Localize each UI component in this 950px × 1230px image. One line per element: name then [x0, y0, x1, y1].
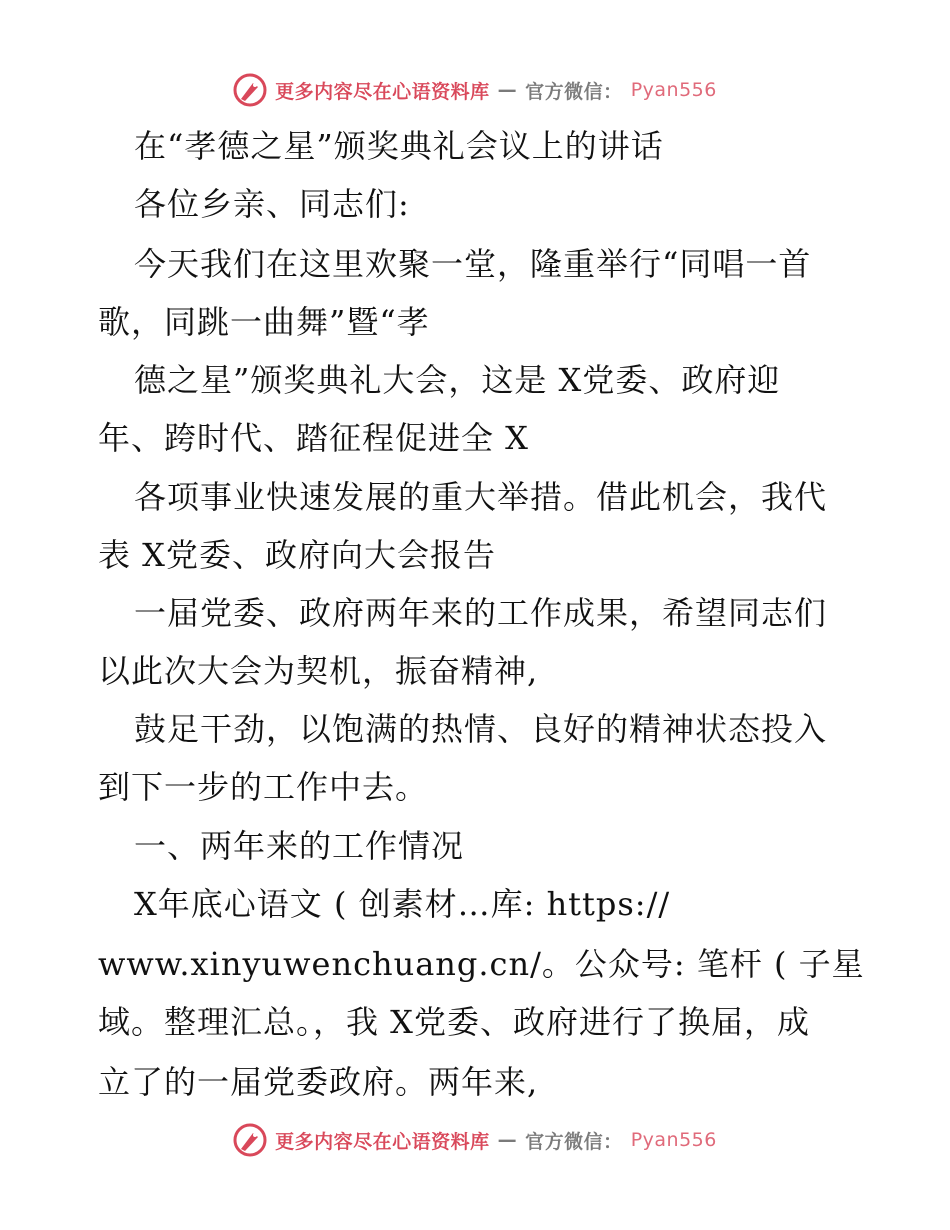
salutation: 各位乡亲、同志们: — [134, 185, 410, 223]
paragraph-line: 鼓足干劲，以饱满的热情、良好的精神状态投入 — [134, 710, 828, 748]
paragraph-line: 年、跨时代、踏征程促进全 X — [98, 419, 529, 457]
watermark-wechat-id: Pyan556 — [630, 1129, 717, 1151]
paragraph-line: 到下一步的工作中去。 — [98, 768, 429, 806]
paragraph-line: 一届党委、政府两年来的工作成果，希望同志们 — [134, 594, 828, 632]
paragraph-line: 立了的一届党委政府。两年来, — [98, 1063, 539, 1101]
watermark-official-label: 官方微信： — [525, 1130, 623, 1153]
paragraph-line: 表 X党委、政府向大会报告 — [98, 536, 496, 574]
section-heading: 一、两年来的工作情况 — [134, 827, 465, 865]
paragraph-line: www.xinyuwenchuang.cn/。公众号: 笔杆 ( 子星 — [98, 945, 865, 983]
watermark-main-text: 更多内容尽在心语资料库 — [275, 1130, 490, 1153]
paragraph-line: 今天我们在这里欢聚一堂，隆重举行“同唱一首 — [134, 245, 812, 283]
footer-watermark — [0, 1120, 950, 1160]
watermark-main-text: 更多内容尽在心语资料库 — [275, 80, 490, 103]
paragraph-line: 歌，同跳一曲舞”暨“孝 — [98, 303, 430, 341]
watermark-wechat-id: Pyan556 — [630, 79, 717, 101]
paragraph-line: 域。整理汇总。，我 X党委、政府进行了换届，成 — [98, 1003, 810, 1041]
document-title: 在“孝德之星”颁奖典礼会议上的讲话 — [134, 127, 664, 165]
watermark-dash: — — [497, 79, 518, 101]
pen-nib-logo-icon — [233, 1123, 267, 1157]
pen-nib-logo-icon — [233, 73, 267, 107]
paragraph-line: 以此次大会为契机，振奋精神, — [98, 652, 539, 690]
header-watermark — [0, 70, 950, 110]
paragraph-line: 德之星”颁奖典礼大会，这是 X党委、政府迎 — [134, 361, 781, 399]
watermark-official-label: 官方微信： — [525, 80, 623, 103]
paragraph-line: X年底心语文 ( 创素材…库: https:// — [134, 885, 671, 923]
watermark-dash: — — [497, 1129, 518, 1151]
paragraph-line: 各项事业快速发展的重大举措。借此机会，我代 — [134, 478, 828, 516]
